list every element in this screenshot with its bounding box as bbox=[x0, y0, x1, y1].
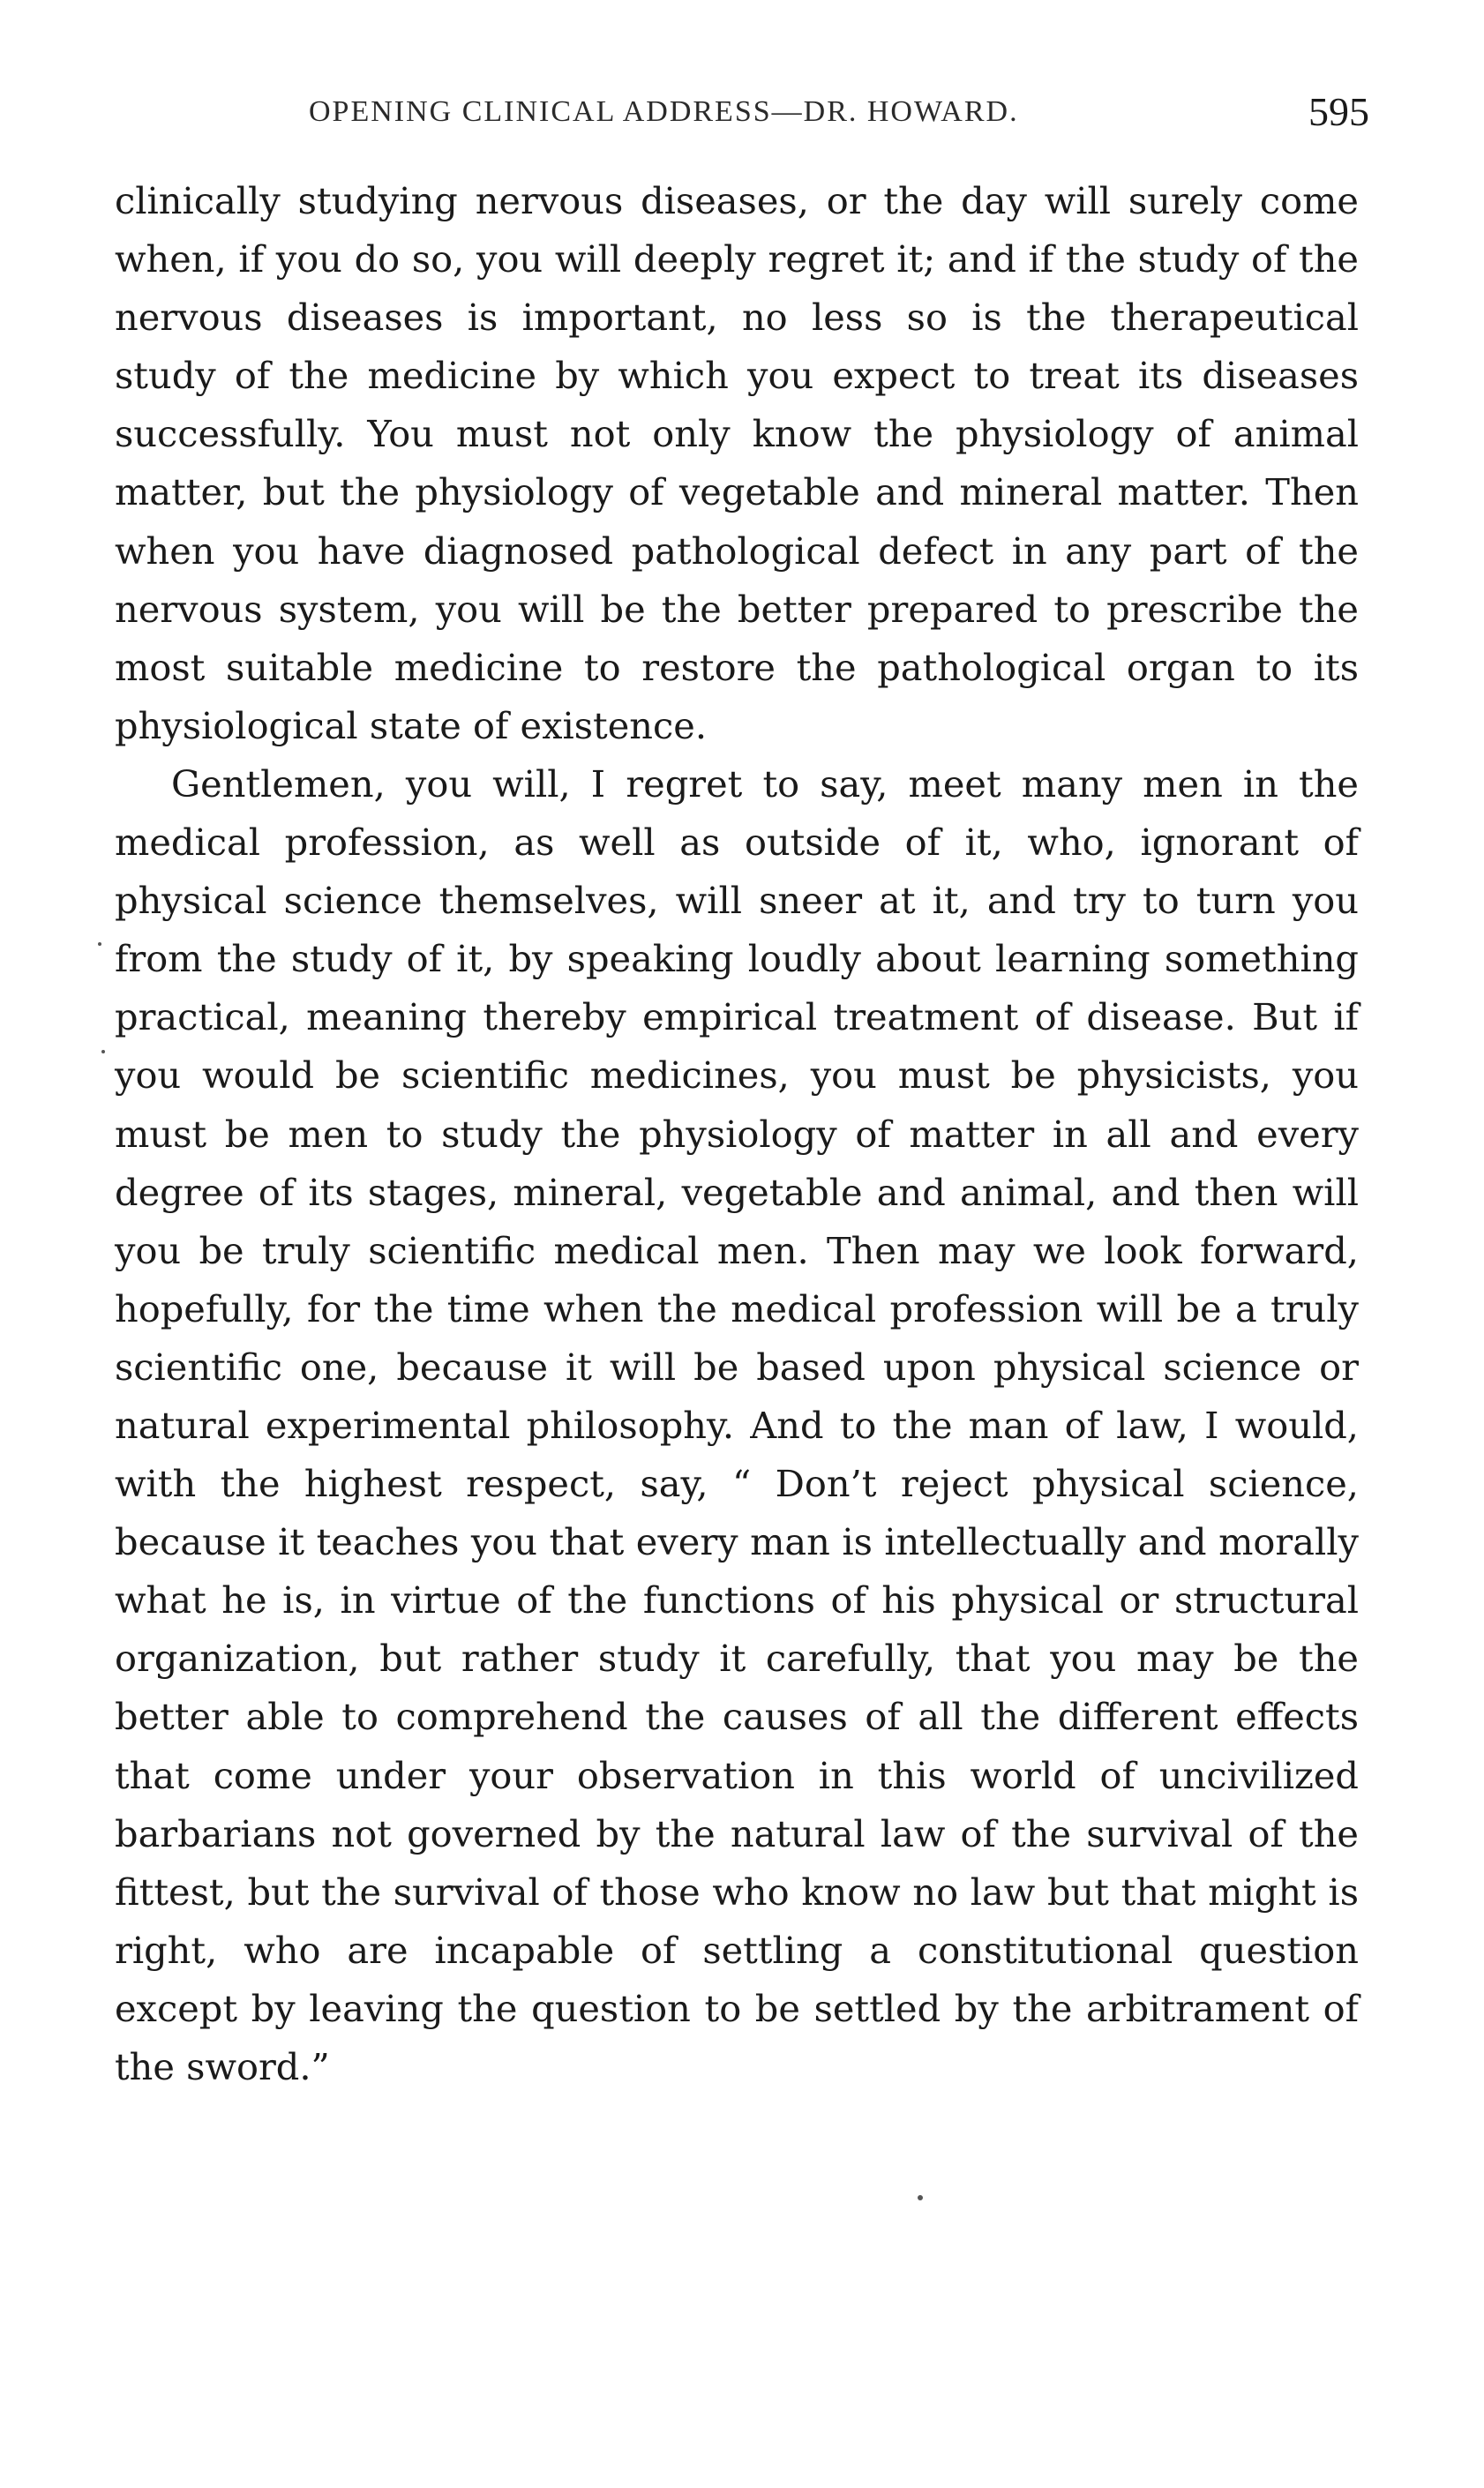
running-head bbox=[115, 88, 1369, 141]
print-speck bbox=[918, 2195, 923, 2200]
body-text bbox=[115, 172, 1359, 2096]
paragraph-continued: clinically studying nervous diseases, or the day will surely come when, if you do so, you will deeply regret it; and if the study of the nervous diseases is important, no less so is the therapeutical study of the medicine by which you expect to treat its diseases successfully. You must not only know the physiology of animal matter, but the physiology of vegetable and mineral matter. Then when you have diagnosed pathological defect in any part of the nervous system, you will be the better prepared to prescribe the most suitable medicine to restore the pathological organ to its physiological state of existence. bbox=[115, 179, 1359, 747]
print-speck bbox=[101, 1050, 105, 1053]
page-number: 595 bbox=[1308, 89, 1369, 134]
running-title: OPENING CLINICAL ADDRESS—DR. HOWARD. bbox=[309, 95, 1019, 128]
print-speck bbox=[98, 942, 101, 946]
paragraph-gentlemen: Gentlemen, you will, I regret to say, meet many men in the medical profession, as well as outside of it, who, ignorant of physical science themselves, will sneer at it, and try to turn you from the study of it, by speaking loudly about learning something practical, meaning thereby empirical treatment of disease. But if you would be scientific medicines, you must be physicists, you must be men to study the physiology of matter in all and every degree of its stages, mineral, vegetable and animal, and then will you be truly scientific medical men. Then may we look forward, hopefully, for the time when the medical profession will be a truly scientific one, because it will be based upon physical science or natural experimental philosophy. And to the man of law, I would, with the highest respect, say, “ Don’t reject physical science, because it teaches you that every man is intellectually and morally what he is, in virtue of the functions of his physical or structural organization, but rather study it carefully, that you may be the better able to comprehend the causes of all the different effects that come under your observation in this world of uncivilized barbarians not governed by the natural law of the survival of the fittest, but the survival of those who know no law but that might is right, who are incapable of settling a constitutional question except by leaving the question to be settled by the arbitrament of the sword.” bbox=[115, 761, 1359, 2088]
